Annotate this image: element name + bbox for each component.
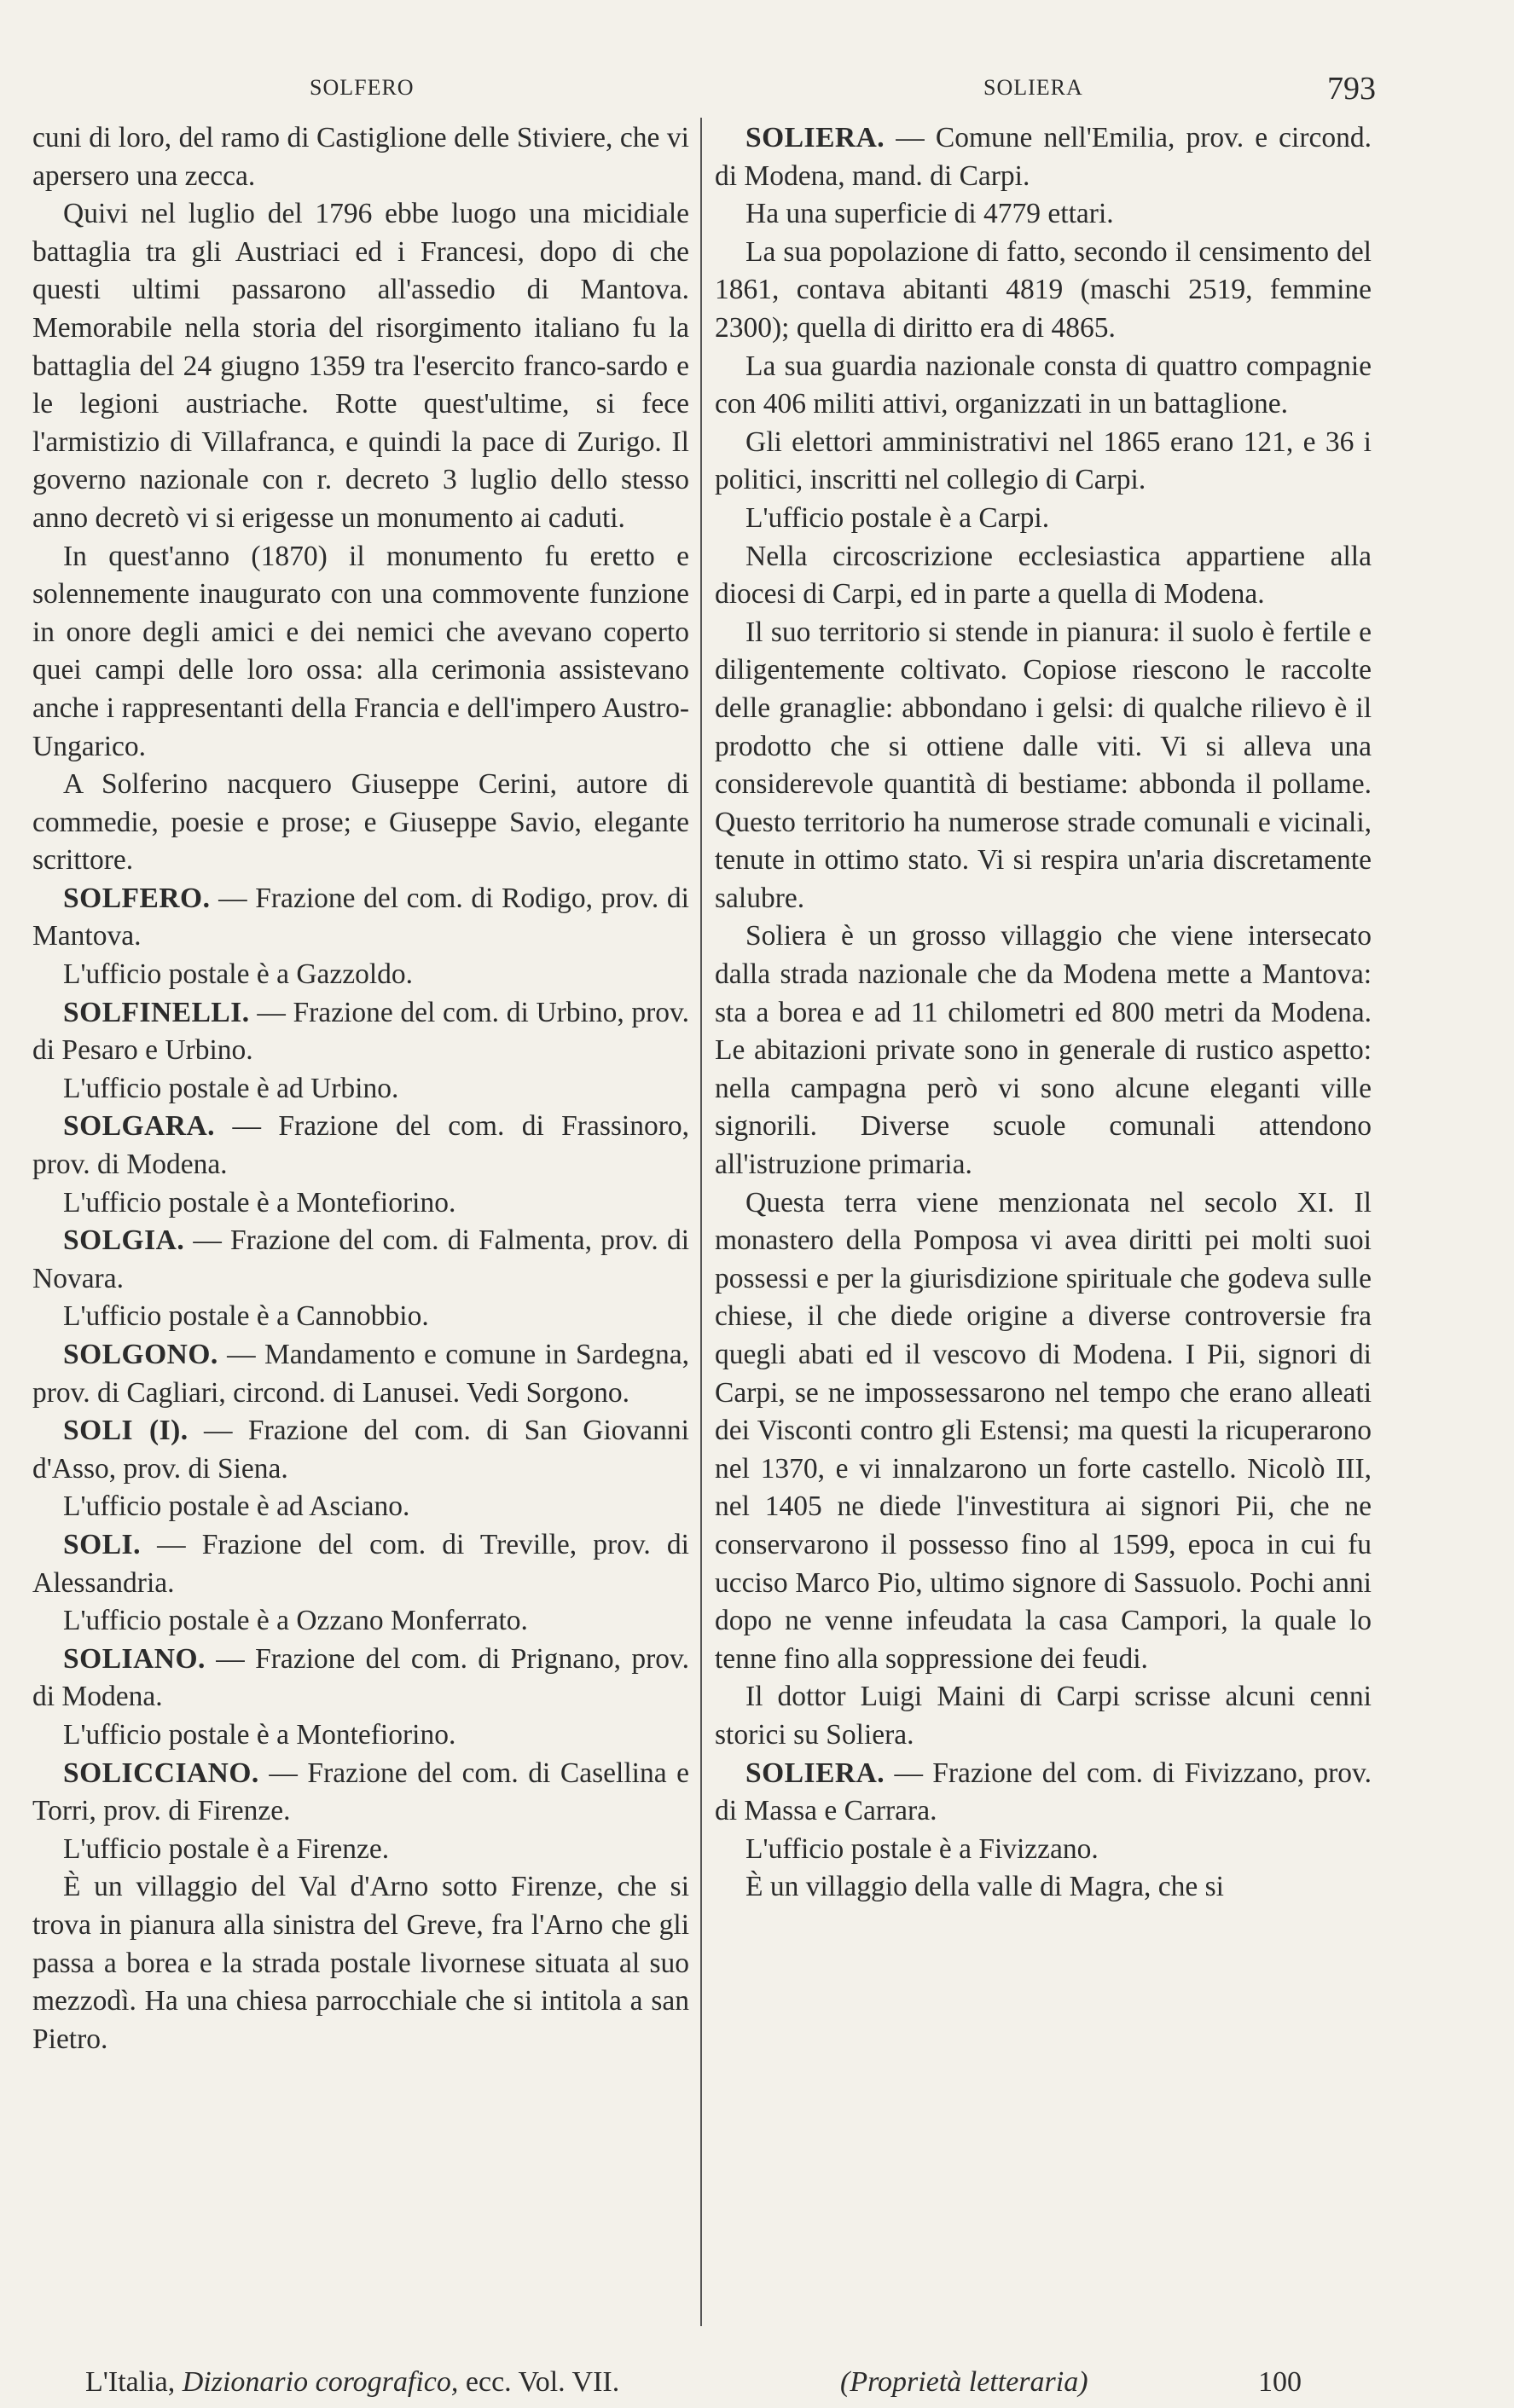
paragraph: [32, 1868, 689, 2058]
footer-property-note: (Proprietà letteraria): [840, 2366, 1088, 2398]
paragraph-text: L'ufficio postale è a Carpi.: [745, 501, 1050, 534]
paragraph: [715, 614, 1372, 918]
entry-heading: SOLGARA.: [63, 1110, 216, 1143]
paragraph-text: In quest'anno (1870) il monumento fu eretto e solennemente inaugurato con una commovente funzione in onore degli amici e dei nemici che avevano coperto quei campi delle loro ossa: alla cerimonia assistevano anche i rappresentanti della Francia e dell'impero Austro-Ungarico.: [32, 540, 689, 762]
running-header: [32, 71, 1395, 109]
paragraph-text: — Frazione del com. di Prignano, prov. di Modena.: [32, 1642, 689, 1713]
paragraph-text: cuni di loro, del ramo di Castiglione delle Stiviere, che vi apersero una zecca.: [32, 122, 689, 192]
paragraph-text: L'ufficio postale è ad Urbino.: [63, 1072, 399, 1104]
paragraph-text: — Frazione del com. di Falmenta, prov. di Novara.: [32, 1224, 689, 1294]
entry-heading: SOLI (I).: [63, 1415, 189, 1447]
paragraph: [715, 119, 1372, 195]
paragraph: [32, 956, 689, 994]
column-divider: [700, 118, 702, 2326]
entry-heading: SOLI.: [63, 1528, 141, 1560]
paragraph: [715, 500, 1372, 538]
paragraph: [32, 1070, 689, 1108]
entry-heading: SOLIERA.: [745, 122, 885, 153]
paragraph: [32, 1526, 689, 1602]
entry-heading: SOLGIA.: [63, 1224, 185, 1257]
paragraph-text: Soliera è un grosso villaggio che viene intersecato dalla strada nazionale che da Modena mette a Mantova: sta a borea e ad 11 chilometri ed 800 metri da Modena. Le abitazioni private sono in generale di rustico aspetto: nella campagna però vi sono alcune eleganti ville signorili. Diverse scuole comunali attendono all'istruzione primaria.: [715, 920, 1372, 1181]
paragraph-text: — Mandamento e comune in Sardegna, prov. di Cagliari, circond. di Lanusei. Vedi Sorgono.: [32, 1339, 689, 1409]
paragraph-text: Il suo territorio si stende in pianura: il suolo è fertile e diligentemente coltivato. Copiose riescono le raccolte delle granaglie: abbondano i gelsi: di qualche rilievo è il prodotto che si ottiene dalle viti. Vi si alleva una considerevole quantità di bestiame: abbonda il pollame. Questo territorio ha numerose strade comunali e vicinali, tenute in ottimo stato. Vi si respira un'aria discretamente salubre.: [715, 616, 1372, 914]
paragraph-text: — Comune nell'Emilia, prov. e circond. di Modena, mand. di Carpi.: [715, 122, 1372, 192]
paragraph-text: Nella circoscrizione ecclesiastica appartiene alla diocesi di Carpi, ed in parte a quella di Modena.: [715, 540, 1372, 611]
entry-heading: SOLFERO.: [63, 882, 211, 914]
footer-title: [85, 2366, 619, 2399]
paragraph-text: — Frazione del com. di Treville, prov. di Alessandria.: [32, 1528, 689, 1599]
paragraph-text: A Solferino nacquero Giuseppe Cerini, autore di commedie, poesie e prose; e Giuseppe Savio, elegante scrittore.: [32, 768, 689, 877]
paragraph-text: L'ufficio postale è a Cannobbio.: [63, 1300, 429, 1333]
footer-sheet-number: 100: [1258, 2366, 1302, 2398]
paragraph-text: Quivi nel luglio del 1796 ebbe luogo una micidiale battaglia tra gli Austriaci ed i Francesi, dopo di che questi ultimi passarono all'assedio di Mantova. Memorabile nella storia del risorgimento italiano fu la battaglia del 24 giugno 1359 tra l'esercito franco-sardo e le legioni austriache. Rotte quest'ultime, si fece l'armistizio di Villafranca, e quindi la pace di Zurigo. Il governo nazionale con r. decreto 3 luglio dello stesso anno decretò vi si erigesse un monumento ai caduti.: [32, 198, 689, 534]
entry-heading: SOLIANO.: [63, 1642, 206, 1675]
paragraph: [32, 1184, 689, 1223]
paragraph: [32, 766, 689, 880]
paragraph: [32, 1602, 689, 1641]
paragraph-text: Gli elettori amministrativi nel 1865 erano 121, e 36 i politici, inscritti nel collegio di Carpi.: [715, 425, 1372, 496]
paragraph-text: — Frazione del com. di Urbino, prov. di Pesaro e Urbino.: [32, 996, 689, 1067]
paragraph: [715, 195, 1372, 234]
paragraph: [32, 1831, 689, 1869]
paragraph: [715, 917, 1372, 1184]
paragraph-text: — Frazione del com. di Fivizzano, prov. di Massa e Carrara.: [715, 1757, 1372, 1827]
paragraph-text: L'ufficio postale è a Montefiorino.: [63, 1186, 456, 1218]
paragraph: [715, 1868, 1372, 1907]
paragraph-text: La sua popolazione di fatto, secondo il censimento del 1861, contava abitanti 4819 (maschi 2519, femmine 2300); quella di diritto era di 4865.: [715, 235, 1372, 344]
paragraph: [715, 1678, 1372, 1754]
paragraph: [32, 1412, 689, 1488]
paragraph-text: L'ufficio postale è a Fivizzano.: [745, 1832, 1099, 1865]
paragraph: [715, 234, 1372, 348]
paragraph-text: L'ufficio postale è ad Asciano.: [63, 1491, 410, 1523]
paragraph-text: Il dottor Luigi Maini di Carpi scrisse alcuni cenni storici su Soliera.: [715, 1681, 1372, 1751]
paragraph: [715, 1831, 1372, 1869]
entry-heading: SOLGONO.: [63, 1339, 218, 1370]
paragraph: [32, 880, 689, 956]
paragraph-text: Questa terra viene menzionata nel secolo XI. Il monastero della Pomposa vi avea diritti pei molti suoi possessi e per la giurisdizione spirituale che godeva sulle chiese, il che diede origine a diverse controversie fra quegli abati ed il vescovo di Modena. I Pii, signori di Carpi, se ne impossessarono nel tempo che erano alleati dei Visconti contro gli Estensi; ma questi la ricuperarono nel 1370, e vi innalzarono un forte castello. Nicolò III, nel 1405 ne diede l'investitura ai signori Pii, che ne conservarono il possesso fino al 1599, epoca in cui fu ucciso Marco Pio, ultimo signore di Sassuolo. Pochi anni dopo ne venne infeudata la casa Campori, la quale lo tenne fino alla soppressione dei feudi.: [715, 1186, 1372, 1675]
paragraph: [715, 348, 1372, 424]
paragraph: [32, 1716, 689, 1755]
paragraph: [715, 538, 1372, 614]
paragraph-text: — Frazione del com. di San Giovanni d'Asso, prov. di Siena.: [32, 1415, 689, 1485]
paragraph-text: L'ufficio postale è a Montefiorino.: [63, 1718, 456, 1751]
paragraph: [32, 1222, 689, 1298]
paragraph-text: La sua guardia nazionale consta di quattro compagnie con 406 militi attivi, organizzati in un battaglione.: [715, 350, 1372, 420]
entry-heading: SOLIERA.: [745, 1757, 885, 1789]
paragraph: [715, 424, 1372, 500]
paragraph-text: Ha una superficie di 4779 ettari.: [745, 198, 1114, 230]
entry-heading: SOLFINELLI.: [63, 996, 250, 1028]
footer-title-suffix: ecc. Vol. VII.: [465, 2366, 620, 2398]
paragraph-text: È un villaggio della valle di Magra, che si: [745, 1871, 1224, 1903]
paragraph: [32, 1336, 689, 1412]
paragraph: [32, 1488, 689, 1526]
paragraph-text: — Frazione del com. di Frassinoro, prov. di Modena.: [32, 1110, 689, 1181]
paragraph: [715, 1755, 1372, 1831]
paragraph: [32, 1755, 689, 1831]
paragraph-text: L'ufficio postale è a Gazzoldo.: [63, 958, 414, 991]
paragraph-text: È un villaggio del Val d'Arno sotto Firenze, che si trova in pianura alla sinistra del Greve, fra l'Arno che gli passa a borea e la strada postale livornese situata al suo mezzodì. Ha una chiesa parrocchiale che si intitola a san Pietro.: [32, 1871, 689, 2055]
paragraph-text: L'ufficio postale è a Firenze.: [63, 1832, 390, 1865]
paragraph-text: — Frazione del com. di Casellina e Torri, prov. di Firenze.: [32, 1757, 689, 1827]
footer-title-italic: Dizionario corografico,: [182, 2366, 459, 2398]
paragraph: [32, 1108, 689, 1184]
paragraph: [32, 538, 689, 767]
paragraph: [32, 1298, 689, 1336]
paragraph-text: L'ufficio postale è a Ozzano Monferrato.: [63, 1605, 528, 1637]
paragraph: [32, 195, 689, 537]
page-number: 793: [1327, 71, 1376, 107]
paragraph: [32, 994, 689, 1070]
entry-heading: SOLICCIANO.: [63, 1757, 259, 1789]
paragraph-text: — Frazione del com. di Rodigo, prov. di Mantova.: [32, 882, 689, 952]
paragraph: [32, 1641, 689, 1716]
header-right-title: SOLIERA: [983, 75, 1083, 100]
left-column: [32, 119, 689, 2058]
paragraph: [715, 1184, 1372, 1679]
header-left-title: SOLFERO: [310, 75, 415, 100]
paragraph: [32, 119, 689, 195]
right-column: [715, 119, 1372, 1907]
footer-title-prefix: L'Italia,: [85, 2366, 176, 2398]
